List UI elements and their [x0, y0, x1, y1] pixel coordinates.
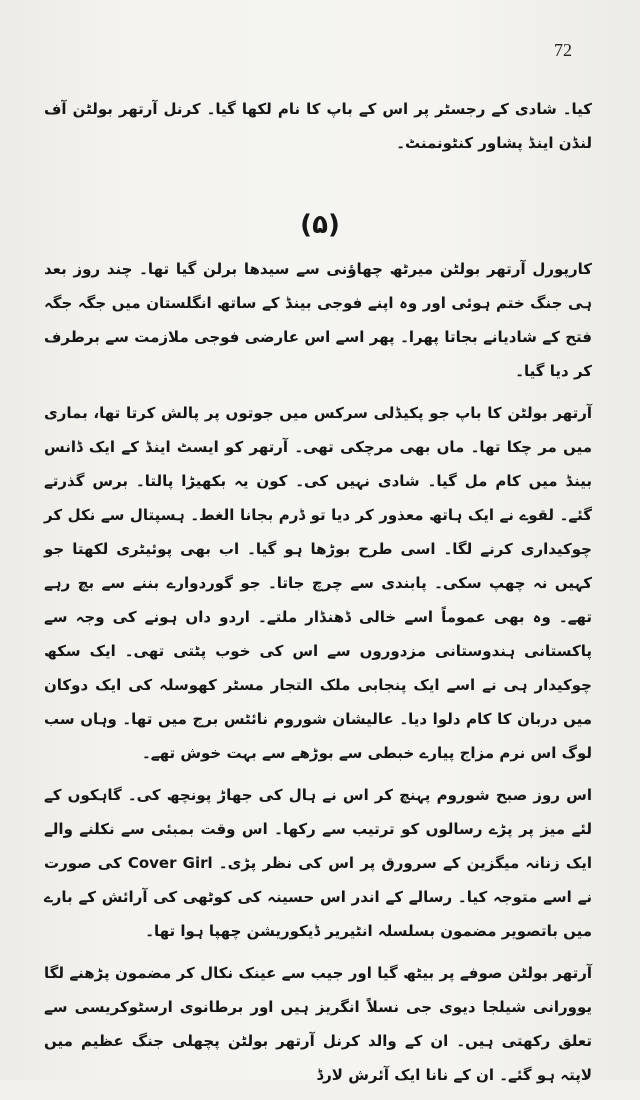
intro-text: کیا۔ شادی کے رجسٹر پر اس کے باپ کا نام لکھا گیا۔ کرنل آرتھر بولٹن آف لنڈن اینڈ پشاور کنٹونمنٹ۔ [44, 100, 592, 152]
paragraph-2: آرتھر بولٹن کا باپ جو پکیڈلی سرکس میں جوتوں پر پالش کرتا تھا، بماری میں مر چکا تھا۔ ماں بھی مرچکی تھی۔ آرتھر کو ایسٹ اینڈ کے ایک ڈانس بینڈ میں کام مل گیا۔ شادی نہیں کی۔ کون یہ بکھیڑا پالتا۔ برس گذرتے گئے۔ لقوے نے ایک ہاتھ معذور کر دیا تو ڈرم بجانا الغط۔ ہسپتال سے نکل کر چوکیداری کرنے لگا۔ اسی طرح بوڑھا ہو گیا۔ اب بھی پوئیٹری لکھتا جو کہیں نہ چھپ سکی۔ پابندی سے چرچ جاتا۔ جو گوردوارے بننے سے بچ رہے تھے۔ وہ بھی عموماً اسے خالی ڈھنڈار ملتے۔ اردو داں ہونے کی وجہ سے پاکستانی ہندوستانی مزدوروں سے اس کی خوب پٹتی تھی۔ ایک سکھ چوکیدار ہی نے اسے ایک پنجابی ملک التجار مسٹر کھوسلہ کی ایک دوکان میں دربان کا کام دلوا دیا۔ عالیشان شوروم نائٹس برج میں تھا۔ وہاں سب لوگ اس نرم مزاج پیارے خبطی سے بوڑھے سے بہت خوش تھے۔ [44, 404, 592, 762]
paragraph-1: کارپورل آرتھر بولٹن میرٹھ چھاؤنی سے سیدھا برلن گیا تھا۔ چند روز بعد ہی جنگ ختم ہوئی اور وہ اپنے فوجی بینڈ کے ساتھ انگلستان میں جگہ جگہ فتح کے شادیانے بجاتا پھرا۔ پھر اسے اس عارضی فوجی ملازمت سے برطرف کر دیا گیا۔ [44, 260, 592, 380]
paragraph-4: آرتھر بولٹن صوفے پر بیٹھ گیا اور جیب سے عینک نکال کر مضمون پڑھنے لگا یوورانی شیلجا دیوی جی نسلاً انگریز ہیں اور برطانوی ارسٹوکریسی سے تعلق رکھتی ہیں۔ ان کے والد کرنل آرتھر بولٹن پچھلی جنگ عظیم میں لاپتہ ہو گئے۔ ان کے نانا ایک آئرش لارڈ [44, 964, 592, 1084]
paragraph-3: اس روز صبح شوروم پہنچ کر اس نے ہال کی جھاڑ پونچھ کی۔ گاہکوں کے لئے میز پر پڑے رسالوں کو ترتیب سے رکھا۔ اس وقت بمبئی سے نکلنے والے ایک زنانہ میگزین کے سرورق پر اس کی نظر پڑی۔ Cover Girl کی صورت نے اسے متوجہ کیا۔ رسالے کے اندر اس حسینہ کی کوٹھی کی آرائش کے بارے میں باتصویر مضمون بسلسلہ انٹیریر ڈیکوریشن چھپا ہوا تھا۔ [44, 786, 592, 940]
page-number: 72 [554, 40, 572, 60]
chapter-heading: (۵) [300, 210, 340, 240]
chapter-body [44, 252, 592, 1100]
intro-paragraph [44, 92, 592, 160]
